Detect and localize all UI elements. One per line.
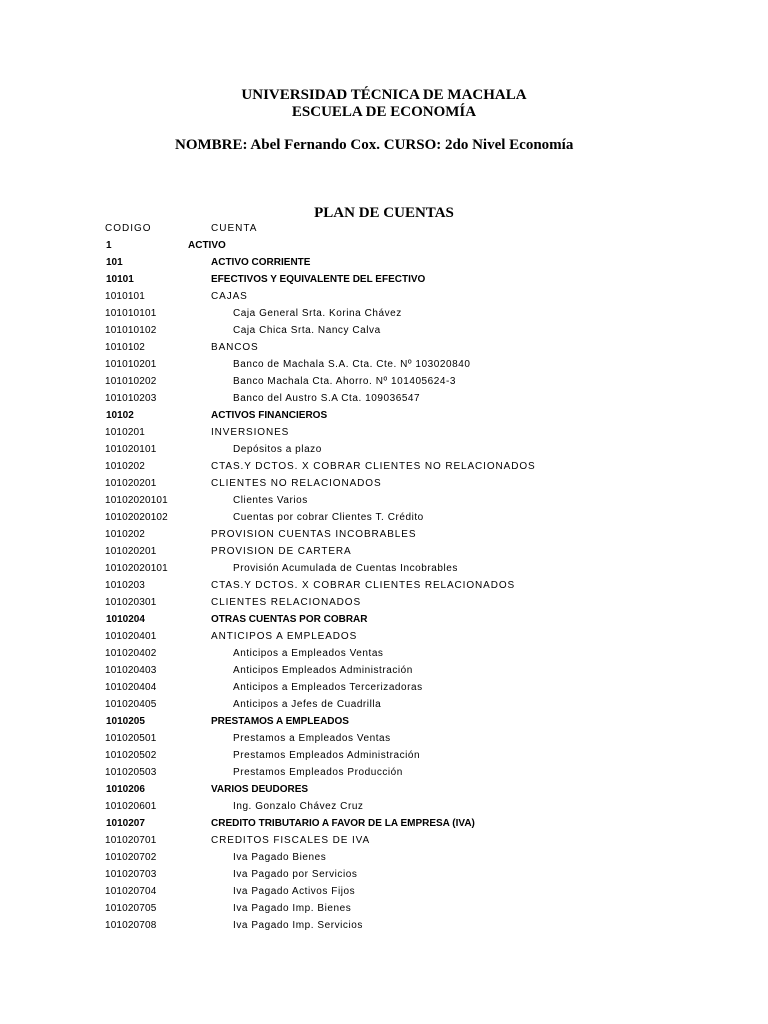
account-code: 101020502 <box>105 750 157 761</box>
table-row <box>0 798 768 815</box>
plan-title: PLAN DE CUENTAS <box>314 205 454 221</box>
column-header-account: CUENTA <box>211 223 258 234</box>
account-code: 101020402 <box>105 648 157 659</box>
table-row <box>0 747 768 764</box>
account-name: EFECTIVOS Y EQUIVALENTE DEL EFECTIVO <box>211 274 426 285</box>
table-row <box>0 526 768 543</box>
account-code: 101 <box>106 257 123 268</box>
account-name: Iva Pagado Imp. Servicios <box>233 920 363 931</box>
account-name: Anticipos a Empleados Ventas <box>233 648 384 659</box>
account-code: 101020708 <box>105 920 157 931</box>
table-row <box>0 594 768 611</box>
account-code: 101020701 <box>105 835 157 846</box>
account-name: VARIOS DEUDORES <box>211 784 309 795</box>
account-name: Provisión Acumulada de Cuentas Incobrables <box>233 563 458 574</box>
account-code: 101010201 <box>105 359 157 370</box>
account-code: 101020705 <box>105 903 157 914</box>
account-code: 1010101 <box>105 291 145 302</box>
account-code: 1 <box>106 240 112 251</box>
account-name: BANCOS <box>211 342 259 353</box>
table-row <box>0 577 768 594</box>
account-code: 10102 <box>106 410 134 421</box>
table-row <box>0 305 768 322</box>
table-row <box>0 407 768 424</box>
table-row <box>0 271 768 288</box>
account-name: Prestamos a Empleados Ventas <box>233 733 391 744</box>
account-name: Banco Machala Cta. Ahorro. Nº 101405624-3 <box>233 376 456 387</box>
account-name: Anticipos Empleados Administración <box>233 665 413 676</box>
account-code: 101020703 <box>105 869 157 880</box>
school-title: ESCUELA DE ECONOMÍA <box>291 104 477 120</box>
account-code: 101020704 <box>105 886 157 897</box>
account-name: Iva Pagado Imp. Bienes <box>233 903 352 914</box>
account-code: 101020601 <box>105 801 157 812</box>
account-code: 1010204 <box>106 614 145 625</box>
account-name: ANTICIPOS A EMPLEADOS <box>211 631 358 642</box>
account-code: 10102020102 <box>105 512 168 523</box>
university-title: UNIVERSIDAD TÉCNICA DE MACHALA <box>241 87 527 103</box>
account-code: 101020201 <box>105 478 157 489</box>
table-row <box>0 543 768 560</box>
table-row <box>0 288 768 305</box>
account-code: 101020702 <box>105 852 157 863</box>
account-name: Iva Pagado Bienes <box>233 852 327 863</box>
account-name: CLIENTES RELACIONADOS <box>211 597 362 608</box>
account-name: PRESTAMOS A EMPLEADOS <box>211 716 349 727</box>
table-row <box>0 356 768 373</box>
table-row <box>0 424 768 441</box>
table-row <box>0 662 768 679</box>
account-code: 101010203 <box>105 393 157 404</box>
table-row <box>0 254 768 271</box>
account-code: 101010101 <box>105 308 157 319</box>
table-row <box>0 509 768 526</box>
table-row <box>0 611 768 628</box>
account-name: Ing. Gonzalo Chávez Cruz <box>233 801 364 812</box>
table-row <box>0 492 768 509</box>
account-code: 101020101 <box>105 444 157 455</box>
table-row <box>0 679 768 696</box>
account-name: PROVISION CUENTAS INCOBRABLES <box>211 529 417 540</box>
account-code: 1010102 <box>105 342 145 353</box>
account-name: Prestamos Empleados Administración <box>233 750 421 761</box>
student-course-line: NOMBRE: Abel Fernando Cox. CURSO: 2do Nivel Economía <box>175 137 574 153</box>
column-header-code: CODIGO <box>105 223 152 234</box>
account-code: 101020404 <box>105 682 157 693</box>
account-name: Iva Pagado Activos Fijos <box>233 886 356 897</box>
table-row <box>0 815 768 832</box>
account-name: CAJAS <box>211 291 248 302</box>
account-name: CLIENTES NO RELACIONADOS <box>211 478 382 489</box>
account-code: 1010201 <box>105 427 145 438</box>
account-name: CREDITO TRIBUTARIO A FAVOR DE LA EMPRESA (IVA) <box>211 818 475 829</box>
table-row <box>0 883 768 900</box>
table-row <box>0 832 768 849</box>
table-row <box>0 917 768 934</box>
table-row <box>0 560 768 577</box>
account-code: 1010207 <box>106 818 145 829</box>
account-code: 1010205 <box>106 716 145 727</box>
account-name: Clientes Varios <box>233 495 308 506</box>
table-row <box>0 713 768 730</box>
account-name: ACTIVO CORRIENTE <box>211 257 311 268</box>
table-row <box>0 849 768 866</box>
account-code: 101010102 <box>105 325 157 336</box>
account-name: ACTIVOS FINANCIEROS <box>211 410 328 421</box>
account-name: INVERSIONES <box>211 427 290 438</box>
account-code: 101020401 <box>105 631 157 642</box>
table-row <box>0 475 768 492</box>
account-name: Banco del Austro S.A Cta. 109036547 <box>233 393 421 404</box>
account-name: Anticipos a Empleados Tercerizadoras <box>233 682 423 693</box>
table-row <box>0 866 768 883</box>
account-name: Iva Pagado por Servicios <box>233 869 358 880</box>
account-code: 101020403 <box>105 665 157 676</box>
account-name: Banco de Machala S.A. Cta. Cte. Nº 103020840 <box>233 359 471 370</box>
account-name: Depósitos a plazo <box>233 444 322 455</box>
table-row <box>0 696 768 713</box>
account-code: 101010202 <box>105 376 157 387</box>
table-row <box>0 730 768 747</box>
accounts-table <box>0 220 768 934</box>
account-code: 101020201 <box>105 546 157 557</box>
account-code: 1010206 <box>106 784 145 795</box>
account-name: CTAS.Y DCTOS. X COBRAR CLIENTES NO RELACIONADOS <box>211 461 536 472</box>
account-code: 101020301 <box>105 597 157 608</box>
table-row <box>0 628 768 645</box>
account-code: 10102020101 <box>105 563 168 574</box>
account-code: 101020405 <box>105 699 157 710</box>
account-name: Caja Chica Srta. Nancy Calva <box>233 325 381 336</box>
account-code: 101020501 <box>105 733 157 744</box>
account-name: CTAS.Y DCTOS. X COBRAR CLIENTES RELACIONADOS <box>211 580 516 591</box>
table-row <box>0 390 768 407</box>
table-header-row <box>0 220 768 237</box>
account-name: CREDITOS FISCALES DE IVA <box>211 835 371 846</box>
table-row <box>0 764 768 781</box>
account-code: 10102020101 <box>105 495 168 506</box>
table-row <box>0 322 768 339</box>
account-name: PROVISION DE CARTERA <box>211 546 352 557</box>
table-row <box>0 781 768 798</box>
account-code: 1010203 <box>105 580 145 591</box>
table-row <box>0 458 768 475</box>
table-row <box>0 645 768 662</box>
account-name: Cuentas por cobrar Clientes T. Crédito <box>233 512 424 523</box>
table-row <box>0 900 768 917</box>
table-row <box>0 237 768 254</box>
account-code: 10101 <box>106 274 134 285</box>
account-name: Anticipos a Jefes de Cuadrilla <box>233 699 382 710</box>
account-name: ACTIVO <box>188 240 226 251</box>
table-row <box>0 373 768 390</box>
account-code: 1010202 <box>105 529 145 540</box>
account-name: Caja General Srta. Korina Chávez <box>233 308 402 319</box>
account-code: 101020503 <box>105 767 157 778</box>
table-row <box>0 441 768 458</box>
account-name: OTRAS CUENTAS POR COBRAR <box>211 614 368 625</box>
account-name: Prestamos Empleados Producción <box>233 767 403 778</box>
account-code: 1010202 <box>105 461 145 472</box>
table-row <box>0 339 768 356</box>
